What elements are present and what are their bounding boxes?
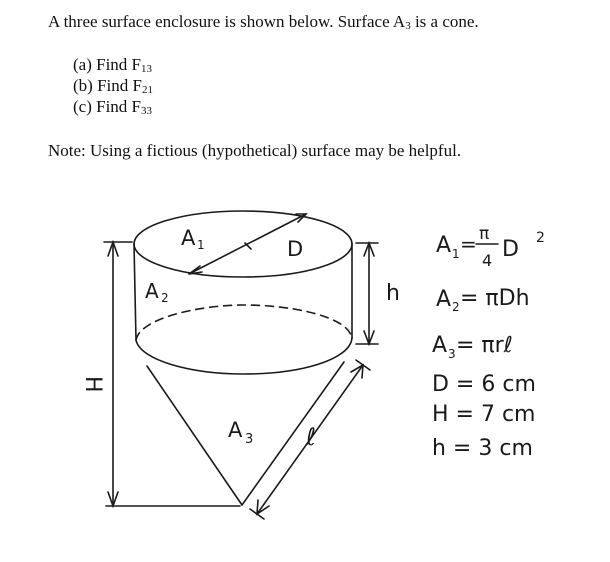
intro-text: A three surface enclosure is shown below. Surface A	[48, 12, 406, 31]
part-c-subscript: 33	[141, 105, 152, 117]
eq3-rhs: = πrℓ	[456, 333, 513, 358]
value-h: h = 3 cm	[432, 436, 533, 461]
label-diameter: D	[287, 237, 304, 261]
eq2-rhs: = πDh	[460, 286, 530, 311]
label-a2: A	[145, 279, 159, 303]
eq3-lhs: A	[432, 333, 448, 358]
cylinder-left-side	[134, 244, 136, 340]
label-a2-sub: 2	[161, 291, 169, 305]
eq2-lhs: A	[436, 287, 452, 312]
slant-arrow-bottom	[257, 500, 269, 514]
eq1-squared: 2	[536, 230, 545, 246]
eq1-lhs: A	[436, 233, 452, 258]
label-a3-sub: 3	[245, 432, 254, 447]
slant-arrow-top	[351, 365, 363, 378]
eq1-sub: 1	[452, 247, 460, 261]
label-a1: A	[181, 226, 196, 250]
eq2-sub: 2	[452, 300, 460, 314]
label-H: H	[80, 376, 105, 393]
label-slant: ℓ	[306, 423, 316, 451]
top-ellipse	[134, 211, 352, 277]
eq1-four: 4	[482, 251, 493, 270]
eq3-sub: 3	[448, 347, 456, 361]
part-a-subscript: 13	[141, 63, 152, 75]
part-b-label: (b) Find F	[73, 76, 142, 95]
part-a-label: (a) Find F	[73, 55, 141, 74]
label-a1-sub: 1	[197, 238, 205, 252]
label-h: h	[386, 281, 400, 306]
eq1-pi: π	[479, 224, 490, 244]
eq1-equals: =	[460, 232, 477, 256]
bottom-ellipse-front	[136, 338, 352, 374]
note: Note: Using a fictious (hypothetical) surface may be helpful.	[48, 141, 462, 160]
bottom-ellipse-back	[136, 305, 352, 340]
label-a3: A	[228, 418, 243, 442]
eq1-D: D	[502, 237, 519, 262]
intro-text-end: is a cone.	[410, 12, 479, 31]
part-c-label: (c) Find F	[73, 97, 141, 116]
value-H: H = 7 cm	[432, 402, 536, 427]
part-b-subscript: 21	[141, 84, 153, 96]
intro-subscript: 3	[405, 20, 411, 32]
cone-right-side	[242, 362, 344, 505]
diameter-arrow-left	[189, 266, 202, 274]
value-D: D = 6 cm	[432, 372, 536, 397]
